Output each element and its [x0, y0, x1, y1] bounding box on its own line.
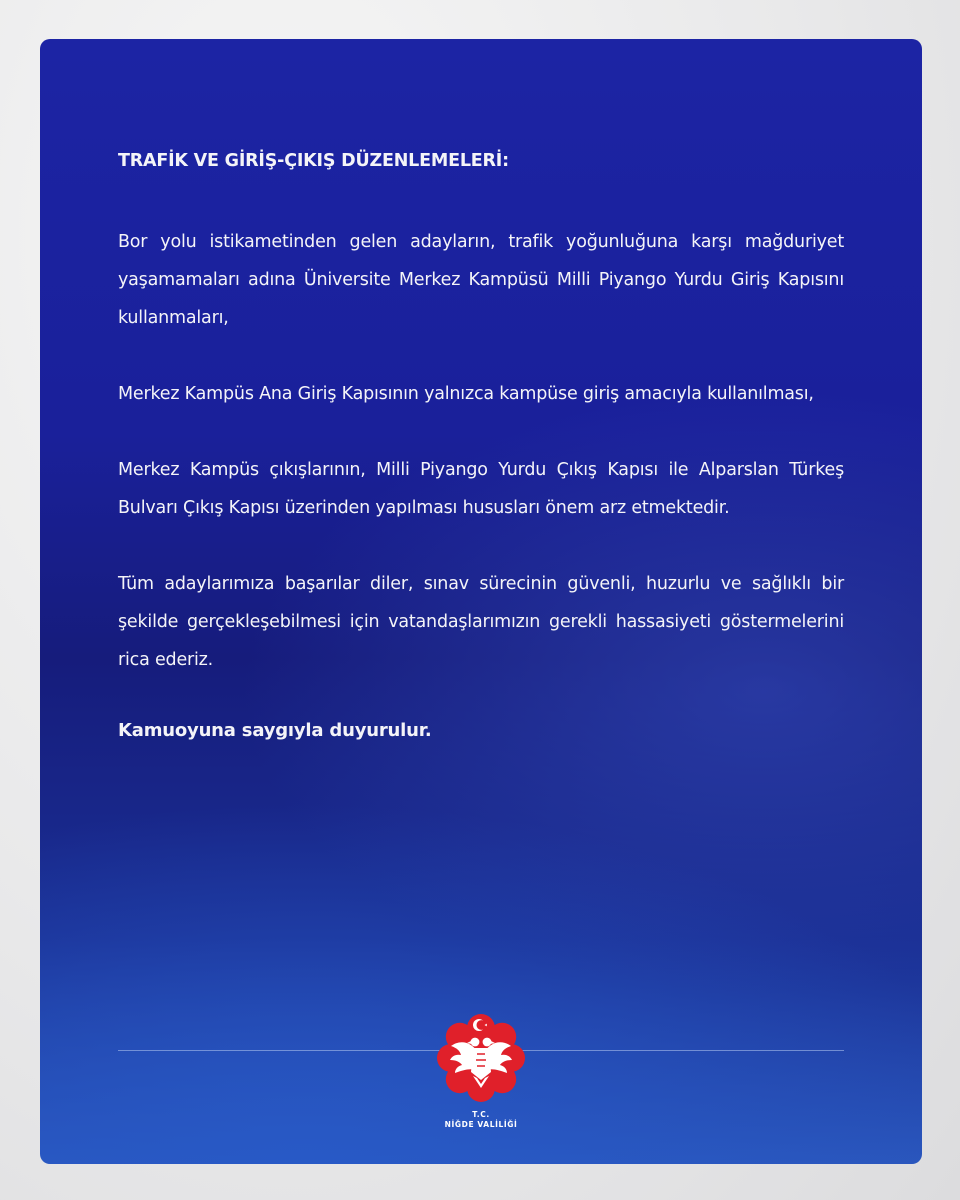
paragraph-bor-road: Bor yolu istikametinden gelen adayların, trafik yoğunluğuna karşı mağduriyet yaşamamaları adına Üniversite Merkez Kampüsü Milli Piyango Yurdu Giriş Kapısını kullanmaları,	[118, 232, 844, 328]
closing-line: Kamuoyuna saygıyla duyurulur.	[118, 720, 432, 741]
double-headed-eagle-crest-icon	[433, 1010, 529, 1106]
announcement-body	[118, 147, 844, 745]
nigde-governorship-emblem	[433, 1010, 529, 1140]
announcement-card	[40, 39, 922, 1164]
paragraph-campus-exits: Merkez Kampüs çıkışlarının, Milli Piyango Yurdu Çıkış Kapısı ile Alparslan Türkeş Bulvarı Çıkış Kapısı üzerinden yapılması hususları önem arz etmektedir.	[118, 460, 844, 518]
paragraph-wishes: Tüm adaylarımıza başarılar diler, sınav sürecinin güvenli, huzurlu ve sağlıklı bir şekilde gerçekleşebilmesi için vatandaşlarımızın gerekli hassasiyeti göstermelerini rica ederiz.	[118, 574, 844, 670]
emblem-line-tc: T.C.	[472, 1110, 490, 1119]
emblem-line-name: NİĞDE VALİLİĞİ	[444, 1120, 518, 1129]
section-heading: TRAFİK VE GİRİŞ-ÇIKIŞ DÜZENLEMELERİ:	[118, 151, 509, 171]
paragraph-main-entrance: Merkez Kampüs Ana Giriş Kapısının yalnızca kampüse giriş amacıyla kullanılması,	[118, 384, 814, 404]
